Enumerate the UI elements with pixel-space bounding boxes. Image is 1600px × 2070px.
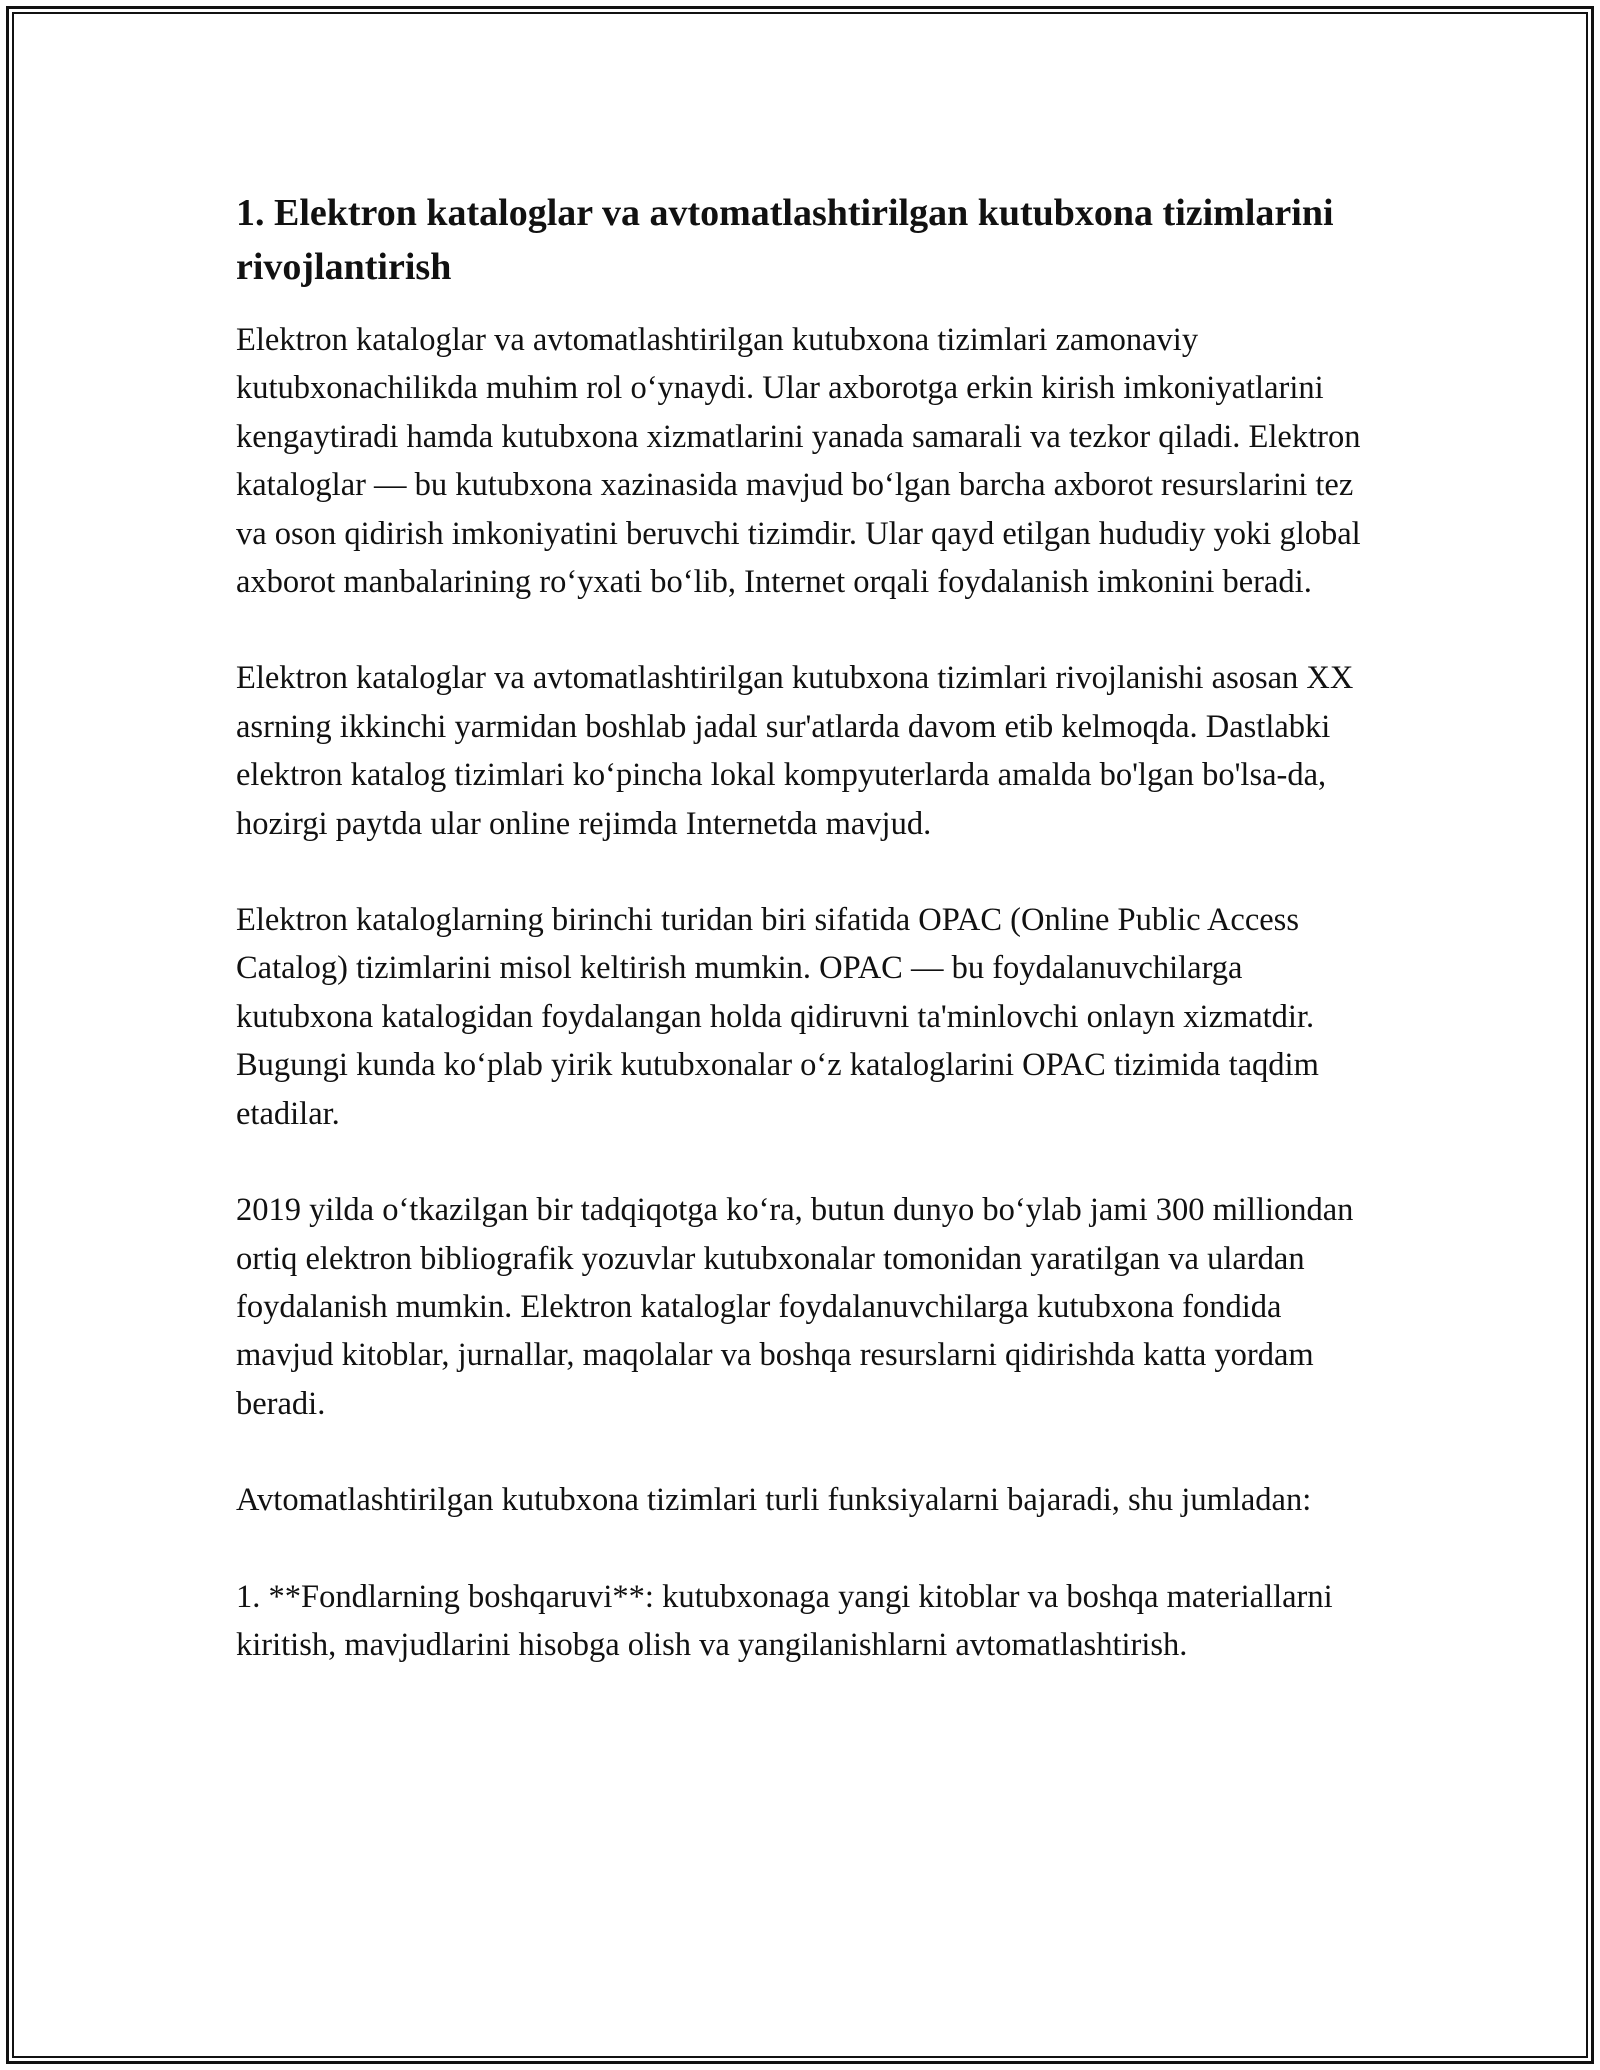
paragraph-intro: Elektron kataloglar va avtomatlashtirilgan kutubxona tizimlari zamonaviy kutubxonachilikda muhim rol o‘ynaydi. Ular axborotga erkin kirish imkoniyatlarini kengaytiradi hamda kutubxona xizmatlarini yanada samarali va tezkor qiladi. Elektron kataloglar — bu kutubxona xazinasida mavjud bo‘lgan barcha axborot resurslarini tez va oson qidirish imkoniyatini beruvchi tizimdir. Ular qayd etilgan hududiy yoki global axborot manbalarining ro‘yxati bo‘lib, Internet orqali foydalanish imkonini beradi. [236, 322, 1361, 601]
paragraph-opac: Elektron kataloglarning birinchi turidan biri sifatida OPAC (Online Public Access Catalog) tizimlarini misol keltirish mumkin. OPAC — bu foydalanuvchilarga kutubxona katalogidan foydalangan holda qidiruvni ta'minlovchi onlayn xizmatdir. Bugungi kunda ko‘plab yirik kutubxonalar o‘z kataloglarini OPAC tizimida taqdim etadilar. [236, 902, 1319, 1132]
paragraph-history: Elektron kataloglar va avtomatlashtirilgan kutubxona tizimlari rivojlanishi asosan XX asrning ikkinchi yarmidan boshlab jadal sur'atlarda davom etib kelmoqda. Dastlabki elektron katalog tizimlari ko‘pincha lokal kompyuterlarda amalda bo'lgan bo'lsa-da, hozirgi paytda ular online rejimda Internetda mavjud. [236, 660, 1354, 842]
document-body [236, 186, 1366, 1669]
paragraph-statistics: 2019 yilda o‘tkazilgan bir tadqiqotga ko‘ra, butun dunyo bo‘ylab jami 300 milliondan ortiq elektron bibliografik yozuvlar kutubxonalar tomonidan yaratilgan va ulardan foydalanish mumkin. Elektron kataloglar foydalanuvchilarga kutubxona fondida mavjud kitoblar, jurnallar, maqolalar va boshqa resurslarni qidirishda katta yordam beradi. [236, 1192, 1354, 1422]
document-title: 1. Elektron kataloglar va avtomatlashtirilgan kutubxona tizimlarini rivojlantirish [236, 192, 1334, 288]
paragraph-functions-intro: Avtomatlashtirilgan kutubxona tizimlari turli funksiyalarni bajaradi, shu jumladan: [236, 1482, 1312, 1519]
list-item-fund-management: 1. **Fondlarning boshqaruvi**: kutubxonaga yangi kitoblar va boshqa materiallarni kiritish, mavjudlarini hisobga olish va yangilanishlarni avtomatlashtirish. [236, 1578, 1333, 1663]
